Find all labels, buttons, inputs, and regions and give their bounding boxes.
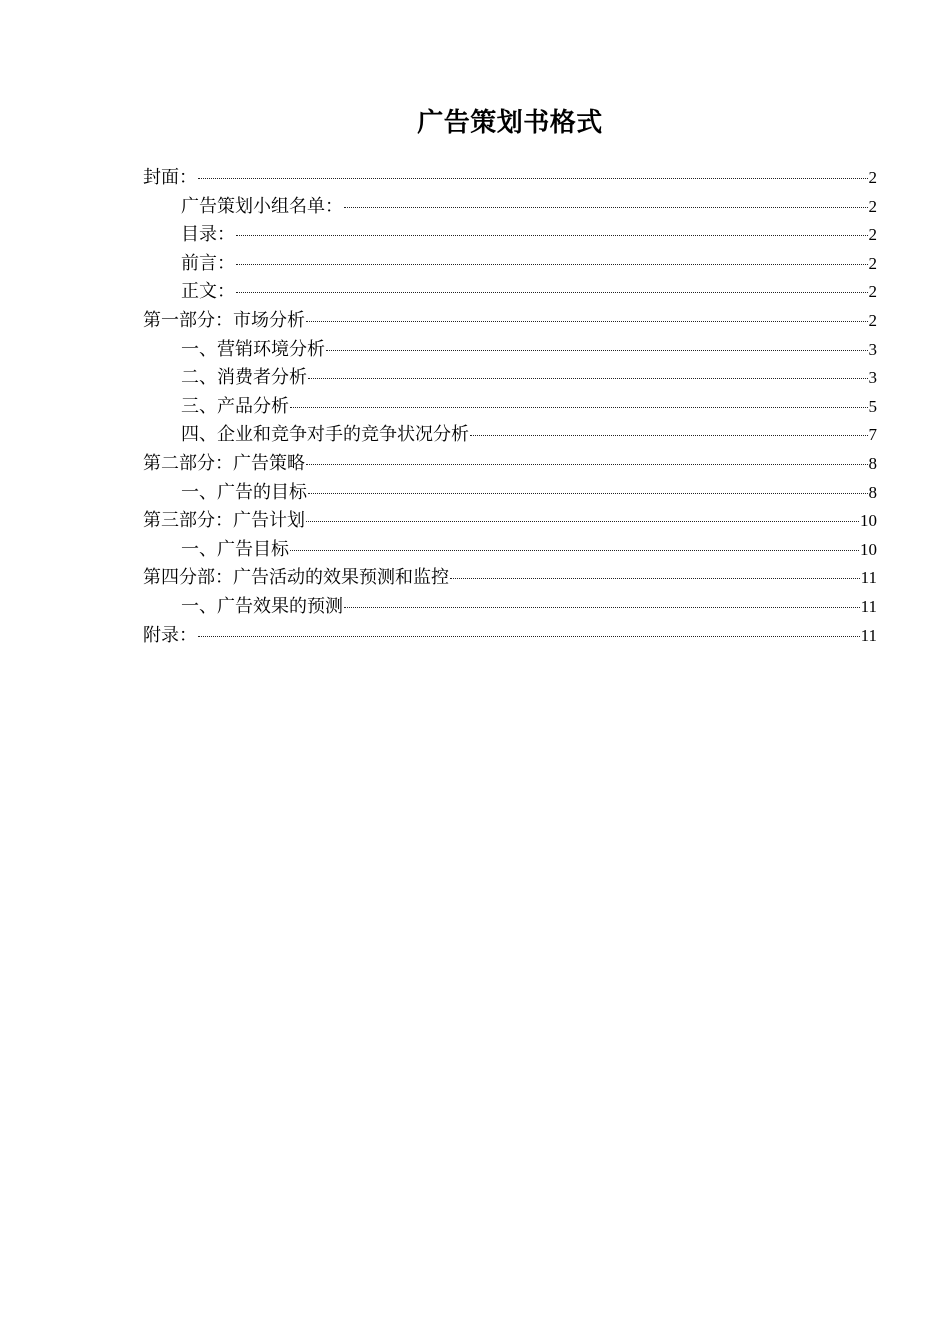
toc-dot-leader <box>306 464 868 465</box>
toc-page-number: 10 <box>860 539 877 559</box>
toc-entry[interactable] <box>143 450 877 479</box>
toc-page-number: 2 <box>868 225 877 245</box>
toc-entry-label: 一、营销环境分析 <box>181 338 325 360</box>
toc-entry-label: 第一部分：市场分析 <box>143 309 305 331</box>
toc-dot-leader <box>308 493 868 494</box>
toc-entry-label: 封面： <box>143 167 197 188</box>
toc-dot-leader <box>470 435 868 436</box>
toc-dot-leader <box>290 550 859 551</box>
toc-entry[interactable] <box>143 307 877 336</box>
toc-dot-leader <box>306 321 868 322</box>
toc-entry[interactable] <box>143 421 877 450</box>
toc-entry[interactable] <box>143 221 877 250</box>
toc-page-number: 2 <box>868 310 877 330</box>
toc-page-number: 2 <box>868 253 877 273</box>
toc-dot-leader <box>308 378 868 379</box>
toc-page-number: 10 <box>860 511 877 531</box>
toc-dot-leader <box>344 607 860 608</box>
toc-entry[interactable] <box>143 250 877 279</box>
toc-dot-leader <box>306 521 859 522</box>
toc-page-number: 11 <box>860 625 877 645</box>
toc-page-number: 3 <box>868 368 877 388</box>
toc-entry[interactable] <box>143 479 877 508</box>
toc-entry[interactable] <box>143 622 877 651</box>
toc-entry-label: 一、广告目标 <box>181 538 289 560</box>
toc-page-number: 2 <box>868 282 877 302</box>
toc-page-number: 8 <box>868 453 877 473</box>
toc-page-number: 8 <box>868 482 877 502</box>
table-of-contents <box>143 164 877 650</box>
toc-entry-label: 一、广告的目标 <box>181 481 307 503</box>
toc-entry[interactable] <box>143 393 877 422</box>
document-title: 广告策划书格式 <box>417 108 603 139</box>
toc-dot-leader <box>198 178 868 179</box>
toc-dot-leader <box>344 207 868 208</box>
toc-page-number: 11 <box>860 568 877 588</box>
toc-entry-label: 广告策划小组名单： <box>181 195 343 217</box>
toc-entry[interactable] <box>143 193 877 222</box>
toc-page-number: 5 <box>868 396 877 416</box>
toc-entry[interactable] <box>143 164 877 193</box>
toc-dot-leader <box>236 292 868 293</box>
toc-entry[interactable] <box>143 507 877 536</box>
toc-dot-leader <box>290 407 868 408</box>
toc-entry-label: 前言： <box>181 252 235 274</box>
toc-entry-label: 第二部分：广告策略 <box>143 452 305 474</box>
toc-entry[interactable] <box>143 536 877 565</box>
toc-entry-label: 二、消费者分析 <box>181 367 307 389</box>
toc-entry[interactable] <box>143 278 877 307</box>
toc-entry-label: 四、企业和竞争对手的竞争状况分析 <box>181 424 469 446</box>
toc-entry-label: 第四分部：广告活动的效果预测和监控 <box>143 567 449 589</box>
toc-dot-leader <box>450 578 860 579</box>
toc-entry-label: 附录： <box>143 624 197 646</box>
toc-dot-leader <box>326 350 868 351</box>
toc-entry-label: 第三部分：广告计划 <box>143 510 305 532</box>
toc-entry[interactable] <box>143 564 877 593</box>
toc-dot-leader <box>198 636 860 637</box>
toc-entry[interactable] <box>143 336 877 365</box>
toc-dot-leader <box>236 235 868 236</box>
toc-entry[interactable] <box>143 593 877 622</box>
toc-entry-label: 一、广告效果的预测 <box>181 595 343 617</box>
toc-page-number: 2 <box>868 196 877 216</box>
toc-entry[interactable] <box>143 364 877 393</box>
toc-page-number: 11 <box>860 596 877 616</box>
toc-page-number: 2 <box>868 168 877 187</box>
toc-dot-leader <box>236 264 868 265</box>
toc-entry-label: 正文： <box>181 281 235 303</box>
toc-page-number: 7 <box>868 425 877 445</box>
toc-entry-label: 目录： <box>181 224 235 246</box>
toc-entry-label: 三、产品分析 <box>181 395 289 417</box>
toc-page-number: 3 <box>868 339 877 359</box>
